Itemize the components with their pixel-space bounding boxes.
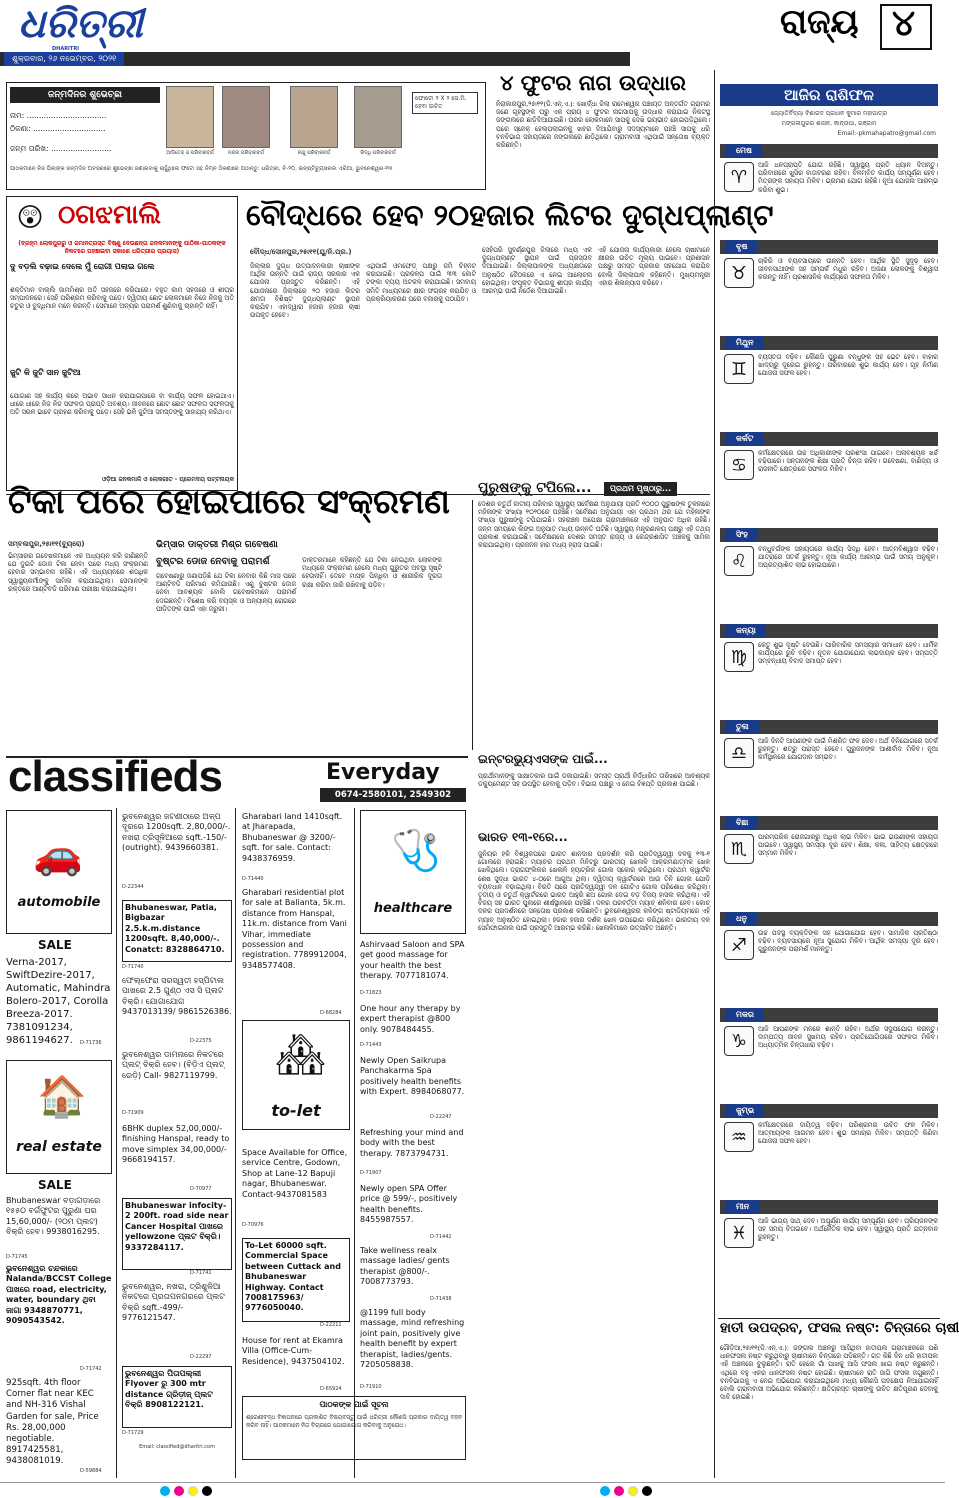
zodiac-text: ଆଜି ଧନପ୍ରାପ୍ତି ଯୋଗ ରହିଛି। ସ୍ୱାସ୍ଥ୍ୟ ପ୍ରତି ଧ୍ୟାନ ଦିଅନ୍ତୁ। ପରିବାରରେ ଖୁସିର ବାତାବରଣ ରହିବ। ବିଳମ୍ବିତ କାର୍ଯ୍ୟ ସମ୍ପୂର୍ଣ୍ଣ ହେବ। ମିତ୍ରଙ୍କ ସହାୟତା ମିଳିବ। ଭ୍ରମଣ ଯୋଗ ରହିଛି। ନୂଆ ଯୋଜନା ଆରମ୍ଭ କରିବା ଶୁଭ।: [758, 161, 938, 194]
zodiac-text: ଆଜି ଆପଣଙ୍କ ମନରେ ଶାନ୍ତି ରହିବ। ଅର୍ଥର ସଦୁପଯୋଗ କରନ୍ତୁ। ଦାମ୍ପତ୍ୟ ଜୀବନ ସୁଖମୟ ରହିବ। ପ୍ରତିଯୋଗିତାରେ ସଫଳତା ମିଳିବ। ଅଧ୍ୟାତ୍ମିକ ଚିନ୍ତାଧାରା ବଢ଼ିବ।: [758, 1025, 938, 1050]
realestate-label: real estate: [16, 1139, 102, 1155]
middle-head1: ପୁରୁଷଙ୍କୁ ଟପିଲେ...: [478, 480, 592, 496]
c4-ad2[interactable]: One hour any therapy by expert therapist @800 only. 9078484455.: [360, 1004, 461, 1034]
thagmali-title: ଠଗଝମାଲି: [58, 200, 161, 230]
page-number: ୪: [892, 2, 917, 44]
classifieds-title: classifieds: [8, 752, 223, 801]
vaccine-subhead: ବୁଷ୍ଟର ଡୋଜ ନେବାକୁ ପରାମର୍ଶ: [156, 556, 270, 567]
c2-ad4-code: D-71909: [122, 1110, 144, 1116]
c3-ad5[interactable]: House for rent at Ekamra Villa (Office-Cum-Residence), 9437504102.: [242, 1336, 345, 1366]
zodiac-symbol-icon: ♍: [724, 642, 754, 672]
naga-body: ନିରାକାରପୁର,୨୫ା୧୧(ଡି.ଏନ୍.ଏ.): ଖୋର୍ଦ୍ଧା ଜିଲା ରାମେଶ୍ୱର ପଞ୍ଚାୟତ ଅନ୍ତର୍ଗତ ଗ୍ରାମର ଜଣେ ଗୃହସ୍ଥଙ୍କ ଘରୁ ଏକ ପ୍ରାୟ ୪ ଫୁଟର ନାଗସାପକୁ ଉଦ୍ଧାର କରାଯାଇ ନିକଟସ୍ଥ ଜଙ୍ଗଲରେ ଛାଡ଼ିଦିଆଯାଇଛି। ଘରର ଲୋକମାନେ ସାପକୁ ଦେଖି ଭୟଭୀତ ହୋଇପଡ଼ିଥିଲେ। ପରେ ସ୍ନେକ୍ ହେଲ୍ପଲାଇନକୁ ଖବର ଦିଆଯିବାରୁ ସଦସ୍ୟମାନେ ପହଞ୍ଚି ସାପକୁ ଧରି ବନବିଭାଗ ସହାୟତାରେ ଜଙ୍ଗଲରେ ଛାଡ଼ିଥିଲେ। ଗ୍ରାମବାସୀ ଏଥିପାଇଁ ସନ୍ତୋଷ ବ୍ୟକ୍ତ କରିଛନ୍ତି।: [496, 100, 710, 149]
c3-ad3[interactable]: Space Available for Office, service Centre, Godown, Shop at Lane-12 Bapuji nagar, Bhubaneswar. Contact-9437081583: [242, 1148, 348, 1199]
zodiac-symbol-icon: ♊: [724, 354, 754, 384]
tolet-panel: [242, 1020, 350, 1130]
zodiac-row: [720, 336, 938, 428]
registration-dot-cyan: [160, 1486, 170, 1496]
zodiac-text: ବ୍ୟସ୍ତତା ବଢ଼ିବ। କୌଣସି ପୁରୁଣା ବନ୍ଧୁଙ୍କ ସହ ଭେଟ ହେବ। ବାହାର ଖାଦ୍ୟରୁ ଦୂରେଇ ରୁହନ୍ତୁ। ପରିବାରରେ ଶୁଭ କାର୍ଯ୍ୟ ହେବ। ଗୃହ ନିର୍ମାଣ ଯୋଜନା ସଫଳ ହେବ।: [758, 353, 938, 378]
thagmali-item1-body: ଶକ୍ତିମାନ ବାଲ୍ଲି ଜାମମିଶ୍ର ଅତି ସହଜରେ କରିପାରେ। ବହୁତ କାମ ସହଜରେ ଓ ଶୀଘ୍ର ସମ୍ପାଦନରେ। ସେହି ପରିଶ୍ରମ କରିବାକୁ ପଡ଼େ। ଦ୍ୱିତୀୟ ଛୋଟ ଲୋକମାନେ ନିଜେ ନିଜକୁ ଅତି ଚତୁର ଓ ବୁଦ୍ଧିମାନ ମନେ କରନ୍ତି। ସେମାନେ ଅନ୍ୟର ପରାମର୍ଶ ଶୁଣିବାକୁ ଚାହାନ୍ତି ନାହିଁ।: [10, 286, 234, 311]
vaccine-col1: ଭିମ୍ସାରର ଗବେଷକମାନେ ଏକ ଅଧ୍ୟୟନ କରି ଜାଣିଛନ୍ତି ଯେ ଦୁଇଟି ଡୋଜ ଟିକା ନେବା ପରେ ମଧ୍ୟ ସଂକ୍ରମଣ ହେବାର ସମ୍ଭାବନା ରହିଛି। ଏହି ଅଧ୍ୟୟନରେ ଶତାଧିକ ସ୍ୱାସ୍ଥ୍ୟକର୍ମୀଙ୍କୁ ସାମିଲ କରାଯାଇଥିଲା। ସେମାନଙ୍କ ରକ୍ତରେ ଆଣ୍ଟିବଡି ପରିମାଣ ପରୀକ୍ଷା କରାଯାଇଥିଲା।: [8, 552, 148, 593]
section-title: ରାଜ୍ୟ: [780, 2, 859, 42]
middle-body3: ଜୁନିୟର ହକି ବିଶ୍ୱକପରେ ଭାରତ ଶାନଦାର ପ୍ରଦର୍ଶନ କରି ପ୍ରତିଦ୍ୱନ୍ଦ୍ୱୀ ଦଳକୁ ୧୩-୧ ଗୋଲରେ ହରାଇଛି। ମ୍ୟାଚର ପ୍ରଥମ ମିନିଟରୁ ଭାରତୀୟ ଖେଳାଳି ଆକ୍ରମଣାତ୍ମକ ଖେଳ ଖେଳିଥିଲେ। ଡ୍ରାଗଫ୍ଲିକର ଖେଳାଳି ହ୍ୟାଟ୍ରିକ ଗୋଲ ସ୍କୋର କରିଥିଲେ। ପ୍ରଥମ କ୍ୱାର୍ଟର ଶେଷ ସୁଦ୍ଧା ଭାରତ ୪-୦ରେ ଆଗୁଆ ଥିଲା। ଦ୍ୱିତୀୟ କ୍ୱାର୍ଟରରେ ଆଉ ତିନି ଗୋଲ ଯୋଡ଼ି ବ୍ୟବଧାନ ବଢ଼ାଇଥିଲା। ବିରତି ପରେ ପ୍ରତିଦ୍ୱନ୍ଦ୍ୱୀ ଦଳ ଗୋଟିଏ ଗୋଲ ପରିଶୋଧ କରିଥିଲା। ତୃତୀୟ ଓ ଚତୁର୍ଥ କ୍ୱାର୍ଟରରେ ଭାରତ ଆହୁରି ଛଅ ଗୋଲ ଦେଇ ବଡ଼ ବିଜୟ ହାସଲ କରିଥିଲା। ଏହି ବିଜୟ ସହ ଭାରତ ପୁଲରେ ଶୀର୍ଷସ୍ଥାନରେ ପହଞ୍ଚିଛି। ଦଳର ପରବର୍ତ୍ତୀ ମ୍ୟାଚ୍ ଶନିବାର ହେବ। କୋଚ୍ ଦଳର ପ୍ରଦର୍ଶନରେ ସନ୍ତୋଷ ପ୍ରକାଶ କରିଛନ୍ତି। ଭୁବନେଶ୍ୱରର କଳିଙ୍ଗ ଷ୍ଟାଡିୟମରେ ଏହି ମ୍ୟାଚ୍ ଅନୁଷ୍ଠିତ ହୋଇଥିଲା। ହଜାର ହଜାର ଦର୍ଶକ ଖେଳ ଉପଭୋଗ କରିଥିଲେ। ଭାରତୀୟ ଦଳ ସେମିଫାଇନାଲ ପାଇଁ ପ୍ରସ୍ତୁତି ଆରମ୍ଭ କରିଛି। ଖେଳାଳିମାନେ ଉତ୍ସାହିତ ଅଛନ୍ତି।: [478, 850, 710, 932]
birthday-caption-1: ଆଦିତେଜ୍ ଓ ପରିବାରବର୍ଗ: [166, 150, 214, 156]
dairy-col1: ଜିଲ୍ଲାର ଦୁଗ୍ଧ ଉତ୍ପାଦନକାରୀ ଚାଷୀଙ୍କ ଆର୍ଥିକ ଉନ୍ନତି ପାଇଁ ରାଜ୍ୟ ସରକାର ଏକ ଯୋଜନା ପ୍ରସ୍ତୁତ କରିଛନ୍ତି। ଏହି ଯୋଜନାରେ ଜିଲ୍ଲାରେ ୨୦ ହଜାର ଲିଟର କ୍ଷମତା ବିଶିଷ୍ଟ ଦୁଗ୍ଧପ୍ଲାଣ୍ଟ ସ୍ଥାପନ କରାଯିବ। ଏହାଦ୍ୱାରା ହଜାର ହଜାର ଚାଷୀ ଉପକୃତ ହେବେ।: [250, 262, 360, 320]
automobile-label: automobile: [17, 895, 101, 910]
birthday-notice: ପାଠକମାନେ ନିଜ ପିଲାଙ୍କ ଜନ୍ମଦିନ ଅବସରରେ ଶୁଭେଚ୍ଛା ଜଣାଇବାକୁ ଚାହୁଁଥିଲେ ଫଟୋ ସହ ନିମ୍ନ ଠିକଣାରେ ପଠାନ୍ତୁ: ଧରିତ୍ରୀ, ବି-୨୦, ଇନ୍ଷ୍ଟିଚ୍ୟୁସନାଲ ଏରିଆ, ଭୁବନେଶ୍ୱର-୧୩: [10, 166, 393, 172]
c4-ad7-code: D-71910: [360, 1384, 382, 1390]
birthday-photo-1: [166, 86, 214, 148]
birthday-title: ଜନ୍ମଦିନର ଶୁଭେଚ୍ଛା: [10, 87, 160, 103]
c4-ad1[interactable]: Ashirvaad Saloon and SPA get good massage for your health the best therapy. 7077181074.: [360, 940, 465, 981]
cls-col-div2: [235, 808, 236, 1478]
zodiac-symbol-icon: ♋: [724, 450, 754, 480]
zodiac-symbol-icon: ♏: [724, 834, 754, 864]
classifieds-email[interactable]: Email: classified@dharitri.com: [139, 1444, 215, 1450]
realestate-panel: [6, 1060, 112, 1174]
zodiac-symbol-icon: ♎: [724, 738, 754, 768]
c2-ad1[interactable]: ଭୁବନେଶ୍ୱର ଜଟଣୀଠାରେ ଅଳ୍ପ ଦୂରରେ 1200sqft. 2,80,000/-. ନଖରା ତ୍ରିସୂଳିଆରେ sqft.-150/- (outright). 9439660381.: [122, 812, 231, 853]
c3-ad1[interactable]: Gharabari land 1410sqft. at Jharapada, Bhubaneswar @ 3200/-sqft. for sale. Contact: 9438376959.: [242, 812, 343, 863]
divider-mid: [472, 500, 473, 750]
c3-ad3-code: D-70976: [242, 1222, 264, 1228]
c4-ad1-code: D-71823: [360, 990, 382, 996]
vaccine-byline: ଭିମ୍ସାର ଡାକ୍ତରୀ ମିଶ୍ର ଗବେଷଣା: [156, 540, 278, 550]
zodiac-name: ବିଛା: [726, 816, 758, 830]
reader-notice-body: ଶ୍ରେଣୀବଦ୍ଧ ବିଜ୍ଞାପନରେ ପ୍ରକାଶିତ ବିଷୟବସ୍ତୁ ପାଇଁ ଧରିତ୍ରୀ କୌଣସି ପ୍ରକାର ଦାୟିତ୍ୱ ବହନ କରିବ ନାହିଁ। ପାଠକମାନେ ନିଜ ବିଚାରରେ ଯୋଗାଯୋଗ କରିବାକୁ ଅନୁରୋଧ।: [246, 1415, 462, 1430]
masthead: [0, 0, 945, 70]
dairy-dateline: ବୌଦ୍ଧ/ସୋନପୁର,୨୫ା୧୧(ଯୁ/ନି.ପ୍ର.): [250, 248, 352, 256]
zodiac-name: ମକର: [726, 1008, 764, 1022]
zodiac-text: ଚାକିରି ଓ ବ୍ୟବସାୟରେ ଉନ୍ନତି ହେବ। ଆର୍ଥିକ ସ୍ଥିତି ସୁଦୃଢ଼ ହେବ। ଜୀବନସାଥୀଙ୍କ ସହ ସମ୍ପର୍କ ମଧୁର ରହିବ। ଅଜଣା ଲୋକଙ୍କୁ ବିଶ୍ୱାସ କରନ୍ତୁ ନାହିଁ। ପ୍ରଶାସନିକ କାର୍ଯ୍ୟରେ ସଫଳତା ମିଳିବ।: [758, 257, 938, 282]
registration-dot-magenta-2: [614, 1486, 624, 1496]
rashifala-author: ଜ୍ୟୋତିର୍ବିଦ୍ୟା ବିଶାରଦ ପ୍ରଧାନ କୁମାର ମହାପାତ୍ର: [771, 110, 887, 117]
c2-ad3-code: D-22375: [190, 1038, 212, 1044]
c4-ad4-code: D-71907: [360, 1170, 382, 1176]
zodiac-symbol-icon: ♌: [724, 546, 754, 576]
elephant-headline: ହାତୀ ଉପଦ୍ରବ, ଫସଲ ନଷ୍ଟ: ଚିନ୍ତାରେ ଚାଷୀ: [720, 1320, 959, 1336]
zodiac-name: ମେଷ: [726, 144, 762, 158]
registration-dot-yellow: [188, 1486, 198, 1496]
zodiac-name: ବୃଷ: [726, 240, 757, 254]
zodiac-list: [720, 144, 938, 1324]
registration-dot-black: [202, 1486, 212, 1496]
masthead-logo[interactable]: ଧରିତ୍ରୀ: [18, 0, 143, 47]
c4-ad6[interactable]: Take wellness realx massage ladies/ gents therapist @800/-. 7008773793.: [360, 1246, 450, 1287]
dairy-col3: ସେହିପରି ସୁବର୍ଣ୍ଣପୁର ଜିଲାରେ ମଧ୍ୟ ଏକ ଦୁଗ୍ଧପ୍ଲାଣ୍ଟ ସ୍ଥାପନ ପାଇଁ ପ୍ରସ୍ତାବ ଦିଆଯାଇଛି। ଜିଲ୍ଲାପାଳଙ୍କ ଅଧ୍ୟକ୍ଷତାରେ ଅନୁଷ୍ଠିତ ବୈଠକରେ ଏ ନେଇ ଆଲୋଚନା ହୋଇଥିଲା। ସଂପୃକ୍ତ ବିଭାଗକୁ ଶୀଘ୍ର କାର୍ଯ୍ୟ ଆରମ୍ଭ ପାଇଁ ନିର୍ଦ୍ଦେଶ ଦିଆଯାଇଛି।: [482, 246, 592, 295]
thagmali-credit: ଓଡ଼ିଆ ଜନକମାଳି ଓ ଲୋକଗୀତ - ପ୍ରେମଦୟ ପଟ୍ଟନାୟକ: [101, 476, 234, 483]
birthday-photo-2: [222, 86, 270, 148]
zodiac-name: ତୁଳା: [726, 720, 759, 734]
zodiac-symbol-icon: ♓: [724, 1218, 754, 1248]
rashifala-email[interactable]: Email:-pkmahapatro@gmail.com: [837, 130, 936, 137]
c2-ad7[interactable]: ଭୁବନେଶ୍ୱର, ନଖରା, ତ୍ରିଶୁଳିଆ ନିକଟରେ ପ୍ରତାପନଗରରେ ପ୍ଲଟ ବିକ୍ରି sqft.-499/- 9776121547.: [122, 1282, 225, 1323]
zodiac-row: [720, 528, 938, 620]
healthcare-label: healthcare: [373, 901, 453, 916]
vaccine-dateline: ସମ୍ବଲପୁର,୨୫ା୧୧(ବ୍ୟୁରୋ): [8, 540, 85, 548]
zodiac-text: ଉଚ୍ଚ ପଦସ୍ଥ ବ୍ୟକ୍ତିଙ୍କ ସହ ଯୋଗାଯୋଗ ହେବ। ସାମାଜିକ ପ୍ରତିଷ୍ଠା ବଢ଼ିବ। ବ୍ୟବସାୟରେ ନୂଆ ସୁଯୋଗ ମିଳିବ। ଆର୍ଥିକ ସମସ୍ୟା ଦୂର ହେବ। ଗୁରୁଜନଙ୍କ ପରାମର୍ଶ ମାନନ୍ତୁ।: [758, 929, 938, 954]
c3-ad4[interactable]: To-Let 60000 sqft. Commercial Space between Cuttack and Bhubaneswar Highway. Contact 7008175963/ 9776050040.: [242, 1238, 350, 1322]
nalanda-code: D-71742: [80, 1366, 102, 1372]
divider-right: [714, 70, 715, 1478]
c2-ad8-code: D-71729: [122, 1430, 144, 1436]
thagmali-subtitle: (ବ୍ରହ୍ମ ଲୋକପୁରରୁ ଓ ଜମାନତ୍ରସ୍ତ ବିଷ୍ଣୁ ଦେଉଛନ୍ତା ଜନକମାନଙ୍କୁ ପାଠିକା-ପାଠକଙ୍କ ନିକଟରେ ପହଞ୍ଚାଇବା ସକାଶେ ଧରିତ୍ରୀର ପ୍ରୟାସ): [18, 240, 226, 255]
reader-notice-title: ପାଠକଙ୍କ ପାଇଁ ସୂଚନା: [319, 1400, 389, 1409]
automobile-panel: [6, 810, 112, 934]
zodiac-symbol-icon: ♈: [724, 162, 754, 192]
zodiac-row: [720, 240, 938, 332]
middle-head2: ଇନ୍ଟରଭ୍ୟୁଏସଙ୍କ ପାଇଁ...: [478, 752, 608, 766]
zodiac-text: କେତୁ ଶୁଭ ଦୃଷ୍ଟି ଦେଉଛି। ପାରିବାରିକ ସମସ୍ୟାର ସମାଧାନ ହେବ। ଧାର୍ମିକ କାର୍ଯ୍ୟରେ ରୁଚି ବଢ଼ିବ। ନୂତନ ଯୋଗାଯୋଗ ଲାଭଦାୟକ ହେବ। ସମ୍ପତ୍ତି ସମ୍ବନ୍ଧୀୟ ବିବାଦ ସମାପ୍ତ ହେବ।: [758, 641, 938, 666]
birthday-photo-4: [354, 86, 402, 148]
c2-ad2[interactable]: Bhubaneswar, Patia, Bigbazar 2.5.k.m.distance 1200sqft. 8,40,000/-. Conatct: 8328864710.: [122, 900, 232, 962]
zodiac-symbol-icon: ♒: [724, 1122, 754, 1152]
c4-ad6-code: D-71438: [430, 1296, 452, 1302]
zodiac-row: [720, 1008, 938, 1100]
birthday-form-address: ଠିକଣା: ..............................: [10, 124, 106, 133]
classifieds-everyday: Everyday: [326, 760, 440, 785]
c4-ad3[interactable]: Newly Open Saikrupa Panchakarma Spa positively health benefits with Expert. 8984068077.: [360, 1056, 465, 1097]
zodiac-name: ମିଥୁନ: [726, 336, 763, 350]
c3-ad4-code: D-22211: [320, 1322, 342, 1328]
birthday-size-note: ଫୋଟୋ ୨ X ୨ ସେ.ମି. ହେବା ଉଚିତ: [412, 92, 478, 114]
healthcare-panel: [360, 810, 466, 934]
c3-ad1-code: D-71440: [242, 876, 264, 882]
thagmali-item1-title: ଦୁ ବଡ଼ଲି ବଢ଼ାଇ ଦେଲେ ମୁଁ ରୋଗୀ ପଲାଇ ଗଲେ: [10, 262, 155, 271]
masthead-date: ଶୁକ୍ରବାର, ୨୬ ନଭେମ୍ବର, ୨୦୨୧: [4, 52, 124, 66]
vaccine-col2: ଗବେଷଣାରୁ ଜଣାପଡ଼ିଛି ଯେ ଟିକା ନେବାର କିଛି ମାସ ପରେ ଆଣ୍ଟିବଡି ପରିମାଣ କମିଯାଉଛି। ଏଣୁ ବୁଷ୍ଟର ଡୋଜ ନେବା ଆବଶ୍ୟକ ବୋଲି ଗବେଷକମାନେ ପରାମର୍ଶ ଦେଇଛନ୍ତି। ବିଶେଷ କରି ବୟସ୍କ ଓ ଅନ୍ୟାନ୍ୟ ରୋଗରେ ପୀଡ଼ିତଙ୍କ ପାଇଁ ଏହା ଜରୁରୀ।: [156, 572, 296, 613]
zodiac-name: ସିଂହ: [726, 528, 758, 542]
cls-col-div1: [116, 808, 117, 1478]
cls-col-div3: [354, 808, 355, 1478]
registration-dot-cyan-2: [600, 1486, 610, 1496]
zodiac-symbol-icon: ♑: [724, 1026, 754, 1056]
birthday-form-name: ନାମ: .................................: [10, 111, 107, 120]
ad-925[interactable]: 925sqft. 4th floor Corner flat near KEC and NH-316 Vishal Garden for sale, Price Rs. 28,00,000 negotiable. 8917425581, 9438081019.: [6, 1378, 99, 1467]
rashifala-title: ଆଜିର ରାଶିଫଳ: [784, 86, 874, 104]
vaccine-headline: ଟିକା ପରେ ହୋଇପାରେ ସଂକ୍ରମଣ: [8, 482, 451, 522]
middle-body1: ଦେଶର ଚତୁର୍ଥ ଜାତୀୟ ପରିବାର ସ୍ୱାସ୍ଥ୍ୟ ସର୍ବେକ୍ଷଣ ଅନୁଯାୟୀ ପ୍ରତି ୧୦୦୦ ପୁରୁଷଙ୍କ ତୁଳନାରେ ମହିଳାଙ୍କ ସଂଖ୍ୟା ୧୦୨୦ରେ ପହଞ୍ଚିଛି। ସର୍ବେକ୍ଷଣ ଅନୁଯାୟୀ ଏହା ପ୍ରଥମ ଥର ଯେ ମହିଳାଙ୍କ ସଂଖ୍ୟା ପୁରୁଷଙ୍କୁ ଟପିଯାଇଛି। ସହରାଞ୍ଚଳ ଅପେକ୍ଷା ଗ୍ରାମାଞ୍ଚଳରେ ଏହି ଅନୁପାତ ଅଧିକ ରହିଛି। ଜନ୍ମ ସମୟରେ ଲିଙ୍ଗ ଅନୁପାତ ମଧ୍ୟ ଉନ୍ନତି ଘଟିଛି। ସ୍ୱାସ୍ଥ୍ୟ ମନ୍ତ୍ରଣାଳୟ ପକ୍ଷରୁ ଏହି ତଥ୍ୟ ପ୍ରକାଶ କରାଯାଇଛି। ସର୍ବେକ୍ଷଣରେ ଦେଶର ସମସ୍ତ ରାଜ୍ୟ ଓ କେନ୍ଦ୍ରଶାସିତ ଅଞ୍ଚଳକୁ ସାମିଲ କରାଯାଇଥିଲା। ପ୍ରଜନନ ହାର ମଧ୍ୟ ହ୍ରାସ ପାଇଛି।: [478, 500, 710, 549]
c2-ad6-code: D-71741: [190, 1270, 212, 1276]
zodiac-text: ଆଜି ଦିନଟି ଆପଣଙ୍କ ପାଇଁ ମିଶ୍ରିତ ଫଳ ଦେବ। ଅର୍ଥ ବିନିଯୋଗରେ ସତର୍କ ରୁହନ୍ତୁ। ଶତ୍ରୁ ପରାସ୍ତ ହେବେ। ଗୁରୁଜନଙ୍କ ଆଶୀର୍ବାଦ ମିଳିବ। ନୂଆ କର୍ମସ୍ଥାନରେ ଯୋଗଦାନ ସମ୍ଭବ।: [758, 737, 938, 762]
divider-elephant: [718, 1318, 940, 1319]
c2-ad7-code: D-22297: [190, 1354, 212, 1360]
classifieds-phone: 0674-2580101, 2549302: [320, 788, 466, 802]
zodiac-name: କନ୍ୟା: [726, 624, 766, 638]
c2-ad1-code: D-22344: [122, 884, 144, 890]
c4-ad7[interactable]: @1199 full body massage, mind refreshing joint pain, positively give health benefit by expert therapist, ladies/gents. 7205058838.: [360, 1308, 465, 1369]
middle-head3: ଭାରତ ୧୩-୧ରେ...: [478, 830, 568, 844]
zodiac-text: ଆଜି ଭାଗ୍ୟ ସାଥ୍ ଦେବ। ଅପୂର୍ଣ୍ଣ କାର୍ଯ୍ୟ ସମ୍ପୂର୍ଣ୍ଣ ହେବ। ପ୍ରିୟଜନଙ୍କ ସହ ସମୟ ବିତାଇବେ। ଅର୍ଥନୈତିକ ଲାଭ ହେବ। ସ୍ୱାସ୍ଥ୍ୟ ପ୍ରତି ଯତ୍ନବାନ ରୁହନ୍ତୁ।: [758, 1217, 938, 1242]
c2-ad4[interactable]: ଭୁବନେଶ୍ୱର ଡାମନାରେ ନିକଟରେ ପ୍ଲଟ୍ ବିକ୍ରି ହେବ। (ବିଡ଼ିଏ ପ୍ଲଟ୍ ରେଡ଼ି) Call- 9827119799.: [122, 1050, 225, 1080]
c2-ad3[interactable]: ଫେଲ୍ଫେରା ସରସ୍ୱତୀ ହସ୍ପିଟାଲ ପାଖରେ 2.5 ଗୁଣ୍ଠ ଏସ ସି ପ୍ଲଟ ବିକ୍ରି। ଯୋଗାଯୋଗ 9437013139/ 9861526386.: [122, 976, 232, 1017]
rashifala-address: ମଙ୍ଗଳାପୁରର ଶାସନ, କାନ୍ତାପା, ଗଞ୍ଜାମ: [781, 120, 877, 127]
zodiac-row: [720, 624, 938, 716]
zodiac-row: [720, 1104, 938, 1196]
prathama-tag: ପ୍ରଥମ ପୃଷ୍ଠାରୁ...: [604, 482, 677, 496]
elephant-body: ଗୌଡ଼ିଆ,୨୫ା୧୧(ଡି.ଏନ୍.ଏ.): ଜଙ୍ଗଲ ଅଞ୍ଚଳରୁ ଆସିଥିବା ହାତୀପଲ ଗ୍ରାମାଞ୍ଚଳରେ ପଶି ଧାନଫସଲ ନଷ୍ଟ କରୁଥିବାରୁ ଚାଷୀମାନେ ଚିନ୍ତାରେ ପଡ଼ିଛନ୍ତି। ଗତ କିଛି ଦିନ ଧରି ହାତୀପଲ ଏହି ଅଞ୍ଚଳରେ ବୁଲୁଛନ୍ତି। ରାତି ହେଲେ ଗାଁ ପାଖକୁ ଆସି ଫସଲ ଖାଇ ନଷ୍ଟ କରୁଛନ୍ତି। ଏଥିରେ ବହୁ ଏକର ଧାନଫସଲ ନଷ୍ଟ ହୋଇଛି। ଚାଷୀମାନେ ରାତି ଜାଗି ଫସଲ ଜଗୁଛନ୍ତି। ବନବିଭାଗକୁ ଏ ନେଇ ଅଭିଯୋଗ କରାଯାଇଥିଲେ ମଧ୍ୟ କୌଣସି ପଦକ୍ଷେପ ନିଆଯାଇନାହିଁ ବୋଲି ଗ୍ରାମବାସୀ ଅଭିଯୋଗ କରିଛନ୍ତି। କ୍ଷତିଗ୍ରସ୍ତ ଚାଷୀଙ୍କୁ ଉଚିତ କ୍ଷତିପୂରଣ ଦେବାକୁ ଦାବି ହୋଇଛି।: [720, 1344, 938, 1402]
bottom-strip: [0, 1482, 945, 1498]
zodiac-text: କର୍ମକ୍ଷେତ୍ରରେ ଉଚ୍ଚ ଅଧିକାରୀଙ୍କ ପ୍ରଶଂସା ପାଇବେ। ଅନାବଶ୍ୟକ ଖର୍ଚ୍ଚ ବଢ଼ିପାରେ। ସନ୍ତାନଙ୍କ ଶିକ୍ଷା ପ୍ରତି ଚିନ୍ତା ରହିବ। ଗବେଷଣା, ବାଣିଜ୍ୟ ଓ ରାଜନୀତି କ୍ଷେତ୍ରରେ ସଫଳତା ମିଳିବ।: [758, 449, 938, 474]
sale1-code: D-71736: [80, 1040, 102, 1046]
zodiac-name: କର୍କଟ: [726, 432, 763, 446]
ad-925-code: D-59884: [80, 1468, 102, 1474]
masthead-logo-sub: DHARITRI: [52, 46, 80, 52]
zodiac-row: [720, 816, 938, 908]
zodiac-row: [720, 144, 938, 236]
birthday-caption-4: ରିଦ୍ଧି ପରିବାରବର୍ଗ: [360, 150, 396, 156]
dairy-col2: ଏଥିପାଇଁ ଓମଫେଡ୍ ପକ୍ଷରୁ ଜମି ଚିହ୍ନଟ କରାଯାଇଛି। ପ୍ରକଳ୍ପ ପାଇଁ ୩୩ କୋଟି ଟଙ୍କା ବ୍ୟୟ ଅଟକଳ କରାଯାଇଛି। ସମବାୟ ସମିତି ମାଧ୍ୟମରେ କ୍ଷୀର ସଂଗ୍ରହ କରାଯିବ ଓ ପ୍ରକ୍ରିୟାକରଣ ପରେ ବଜାରକୁ ପଠାଯିବ।: [366, 262, 476, 303]
sale1-ad[interactable]: Verna-2017, SwiftDezire-2017, Automatic, Mahindra Bolero-2017, Corolla Breeza-2017. 7381091234, 9861194627.: [6, 957, 111, 1046]
c2-ad5[interactable]: 6BHK duplex 52,00,000/- finishing Hanspal, ready to move simplex 34,00,000/- 9668194157.: [122, 1124, 230, 1165]
car-icon: 🚗: [33, 832, 83, 878]
c2-ad2-code: D-71740: [122, 964, 144, 970]
stethoscope-icon: 🩺: [391, 828, 441, 874]
registration-dot-magenta: [174, 1486, 184, 1496]
dairy-col4: ଏହି ଯୋଜନା କାର୍ଯ୍ୟକାରୀ ହେଲେ ଚାଷୀମାନେ କ୍ଷୀରର ଉଚିତ ମୂଲ୍ୟ ପାଇବେ। ପ୍ରଶାସନ ପକ୍ଷରୁ ସମସ୍ତ ପ୍ରକାର ସହଯୋଗ କରାଯିବ ବୋଲି ଜିଲ୍ଲାପାଳ କହିଛନ୍ତି। ମୁଖ୍ୟମନ୍ତ୍ରୀ ଏହାର ଶିଳାନ୍ୟାସ କରିବେ।: [598, 246, 710, 287]
birthday-caption-3: ନାନ୍ଦୁ ପରିବାରବର୍ଗ: [297, 150, 331, 156]
thagmali-item2-title: ଜୁଟି କି ଜୁଟି ସାନ ଜୁଟିଆ: [10, 368, 81, 377]
zodiac-name: ମୀନ: [726, 1200, 759, 1214]
house-icon: 🏠: [37, 1074, 87, 1120]
tolet-sign-icon: 🏘: [275, 1032, 326, 1078]
birthday-photo-3: [290, 86, 338, 148]
thagmali-item2-body: ଯୋଗାଣ ସହ କାର୍ଯ୍ୟ କରେ ଅଭାବ ସାଧନ କରାଯାଇପାରେ ବା କାର୍ଯ୍ୟ ସଫଳ ହୋଇଥାଏ। ଧୀରେ ଧୀରେ ନିଜ ନିଜ ସଫଳତା ପ୍ରାପ୍ତି ଅବଶ୍ୟ। ଜୀବନରେ ଛୋଟ ଛୋଟ ସଫଳତା ସଫଳତାକୁ ଅତି ସରଳ ଭାବେ ଗ୍ରହଣ କରିବାକୁ ପଡ଼େ। ସେହି ଭଳି ଜୁଟିଆ ସମସ୍ତଙ୍କୁ ସାହାଯ୍ୟ କରିଥାଏ।: [10, 392, 234, 417]
nalanda-ad[interactable]: ଭୁବନେଶ୍ୱର ଚନ୍ଦକାରେ Nalanda/BCCST College ପାଖରେ road, electricity, water, boundary ଥିବା ଜାଗା 9348870771, 9090543542.: [6, 1264, 112, 1325]
zodiac-text: ପାରମ୍ପରିକ ରୋଜଗାରରୁ ଅଧିକ ଲାଭ ମିଳିବ। ଭାଇ ଭଉଣୀଙ୍କ ସହାୟତା ପାଇବେ। ସ୍ୱାସ୍ଥ୍ୟ ସମସ୍ୟା ଦୂର ହେବ। ଶିକ୍ଷା, କଳା, ସାହିତ୍ୟ କ୍ଷେତ୍ରରେ ସମ୍ମାନ ମିଳିବ।: [758, 833, 938, 858]
registration-dot-yellow-2: [628, 1486, 638, 1496]
c4-ad4[interactable]: Refreshing your mind and body with the best therapy. 7873794731.: [360, 1128, 464, 1158]
birthday-caption-2: ନନ୍ଦନା ପରିବାରବର୍ଗ: [228, 150, 264, 156]
c2-ad8[interactable]: ଭୁବନେଶ୍ୱର ପିତାପଲ୍ଲୀ Flyover ରୁ 300 mtr distance ଗ୍ରିଡ଼ୀଜ୍ ପ୍ଲଟ ବିକ୍ରି 8908122121.: [122, 1366, 232, 1428]
c4-ad5[interactable]: Newly open SPA Offer price @ 599/-, positively health benefits. 8455987557.: [360, 1184, 458, 1225]
zodiac-name: କୁମ୍ଭ: [726, 1104, 764, 1118]
zodiac-text: କର୍ମକ୍ଷେତ୍ରରେ ଦାୟିତ୍ୱ ବଢ଼ିବ। ପରିଶ୍ରମର ଉଚିତ ଫଳ ମିଳିବ। ଆତ୍ମୀୟଙ୍କ ଆଗମନ ହେବ। ଶୁଭ ସମାଚାର ମିଳିବ। ସମ୍ପତ୍ତି କିଣିବା ଯୋଜନା ସଫଳ ହେବ।: [758, 1121, 938, 1146]
c3-ad2-code: D-68284: [320, 1010, 342, 1016]
middle-body2: ପ୍ରାର୍ଥୀମାନଙ୍କୁ ସାକ୍ଷାତକାର ପାଇଁ ଡକାଯାଇଛି। ସମସ୍ତ ପ୍ରାର୍ଥୀ ନିର୍ଦ୍ଧାରିତ ତାରିଖରେ ଆବଶ୍ୟକ ଡକ୍ୟୁମେଣ୍ଟ ସହ ଉପସ୍ଥିତ ହେବାକୁ ପଡ଼ିବ। ବିଭାଗ ପକ୍ଷରୁ ଏ ନେଇ ବିଜ୍ଞପ୍ତି ପ୍ରକାଶ ପାଇଛି।: [478, 772, 710, 789]
c3-ad2[interactable]: Gharabari residential plot for sale at Balianta, 5k.m. distance from Hanspal, 11k.m. distance from Vani Vihar, immediate possession and registration. 7789912004, 9348577408.: [242, 888, 347, 970]
vaccine-col3: ଡାକ୍ତରମାନେ କହିଛନ୍ତି ଯେ ଟିକା ନେଇଥିବା ଲୋକଙ୍କ ମଧ୍ୟରେ ସଂକ୍ରମଣ ହେଲେ ମଧ୍ୟ ଗୁରୁତର ଅବସ୍ଥା ସୃଷ୍ଟି ହେଉନାହିଁ। ତେବେ ମାସ୍କ ପିନ୍ଧିବା ଓ ଶାରୀରିକ ଦୂରତା ରକ୍ଷା କରିବା ଜାରି ରଖିବାକୁ ପଡ଼ିବ।: [302, 556, 442, 589]
sale1-heading: SALE: [38, 938, 72, 952]
c2-ad6[interactable]: Bhubaneswar infocity-2 200ft. road side near Cancer Hospital ପାଖରେ yellowzone ପ୍ଲଟ ବିକ୍ରି। 9337284117.: [122, 1198, 232, 1270]
sale2-code: D-71745: [6, 1254, 28, 1260]
zodiac-row: [720, 912, 938, 1004]
sale2-heading: SALE: [38, 1178, 72, 1192]
naga-headline: ୪ ଫୁଟର ନାଗ ଉଦ୍ଧାର: [500, 70, 686, 95]
c3-ad5-code: D-65924: [320, 1386, 342, 1392]
zodiac-row: [720, 720, 938, 812]
c2-ad5-code: D-70977: [190, 1186, 212, 1192]
zodiac-text: ବନ୍ଧୁବର୍ଗଙ୍କ ସହାୟତାରେ କାର୍ଯ୍ୟ ସିଦ୍ଧି ହେବ। ଆତ୍ମବିଶ୍ୱାସ ବଢ଼ିବ। ଯାତ୍ରାରେ ସତର୍କ ରୁହନ୍ତୁ। ନୂଆ କାର୍ଯ୍ୟ ଆରମ୍ଭ ପାଇଁ ସମୟ ଅନୁକୂଳ। ଅପ୍ରତ୍ୟାଶିତ ଲାଭ ହୋଇପାରେ।: [758, 545, 938, 570]
zodiac-name: ଧନୁ: [726, 912, 757, 926]
birthday-form-dob: ଜନ୍ମ ତାରିଖ: .........................: [10, 144, 112, 153]
c4-ad2-code: D-71443: [360, 1042, 382, 1048]
registration-dot-black-2: [642, 1486, 652, 1496]
c4-ad3-code: D-22247: [430, 1114, 452, 1120]
sale2-ad[interactable]: Bhubaneswar ବଡ଼ାଗଡ଼ାରେ ୧୫୫୦ ବର୍ଗଫୁଟର ପୁରୁଣା ଘର 15,60,000/- (୨୦ମ ପ୍ଲଟ) ବିକ୍ରି ହେବ। 9938016295.: [6, 1196, 101, 1237]
dairy-headline: ବୌଦ୍ଧରେ ହେବ ୨୦ହଜାର ଲିଟର ଦୁଗ୍ଧପ୍ଲାଣ୍ଟ: [246, 198, 774, 232]
thagmali-mascot-icon: 😲: [16, 203, 44, 233]
zodiac-row: [720, 432, 938, 524]
zodiac-symbol-icon: ♐: [724, 930, 754, 960]
tolet-label: to-let: [271, 1101, 321, 1120]
c4-ad5-code: D-71442: [430, 1234, 452, 1240]
zodiac-row: [720, 1200, 938, 1292]
zodiac-symbol-icon: ♉: [724, 258, 754, 288]
